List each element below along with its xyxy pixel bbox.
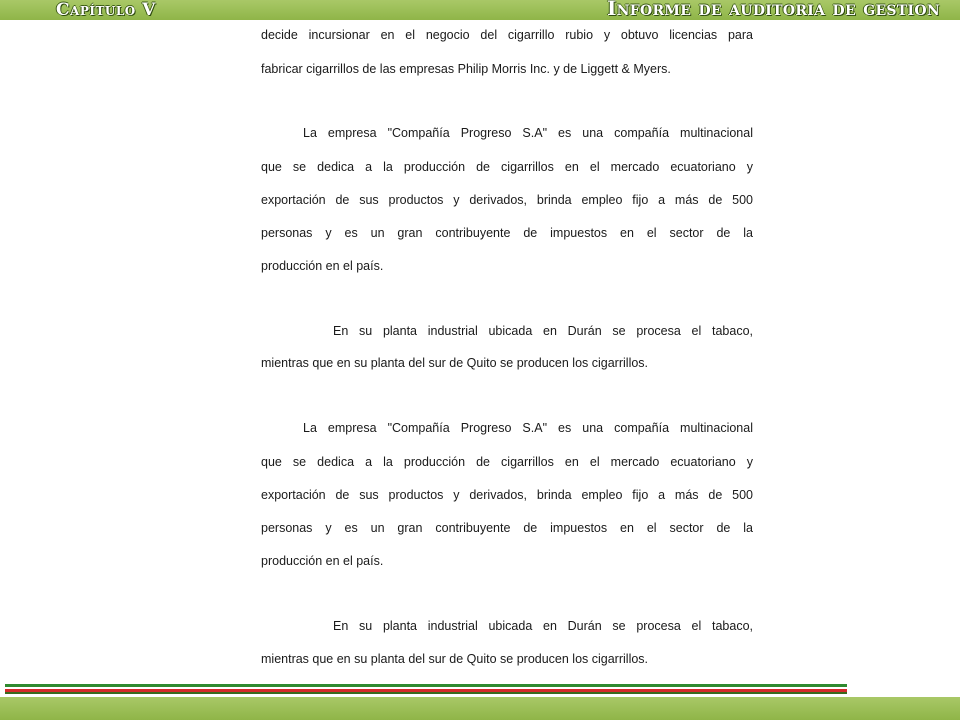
text-line: La empresa "Compañía Progreso S.A" es una compañía multinacional <box>303 126 753 140</box>
text-line: que se dedica a la producción de cigarrillos en el mercado ecuatoriano y <box>261 160 753 174</box>
chapter-label: Capítulo V <box>56 0 156 20</box>
text-line: En su planta industrial ubicada en Durán se procesa el tabaco, <box>333 324 753 338</box>
report-title: Informe de auditoria de gestion <box>607 0 940 20</box>
footer-bar <box>0 697 960 720</box>
text-line: exportación de sus productos y derivados, brinda empleo fijo a más de 500 <box>261 488 753 502</box>
text-line: mientras que en su planta del sur de Quito se producen los cigarrillos. <box>261 652 649 666</box>
text-line: personas y es un gran contribuyente de impuestos en el sector de la <box>261 226 753 240</box>
text-line: exportación de sus productos y derivados, brinda empleo fijo a más de 500 <box>261 193 753 207</box>
dark-green-stripe <box>5 692 847 694</box>
header-bar <box>0 0 960 20</box>
text-line: que se dedica a la producción de cigarrillos en el mercado ecuatoriano y <box>261 455 753 469</box>
text-line: producción en el país. <box>261 554 384 568</box>
text-line: fabricar cigarrillos de las empresas Philip Morris Inc. y de Liggett & Myers. <box>261 62 671 76</box>
text-line: mientras que en su planta del sur de Quito se producen los cigarrillos. <box>261 356 649 370</box>
text-line: En su planta industrial ubicada en Durán se procesa el tabaco, <box>333 619 753 633</box>
decorative-stripes <box>5 684 847 696</box>
text-line: personas y es un gran contribuyente de impuestos en el sector de la <box>261 521 753 535</box>
text-line: producción en el país. <box>261 259 384 273</box>
text-line: decide incursionar en el negocio del cigarrillo rubio y obtuvo licencias para <box>261 28 753 42</box>
text-line: La empresa "Compañía Progreso S.A" es una compañía multinacional <box>303 421 753 435</box>
